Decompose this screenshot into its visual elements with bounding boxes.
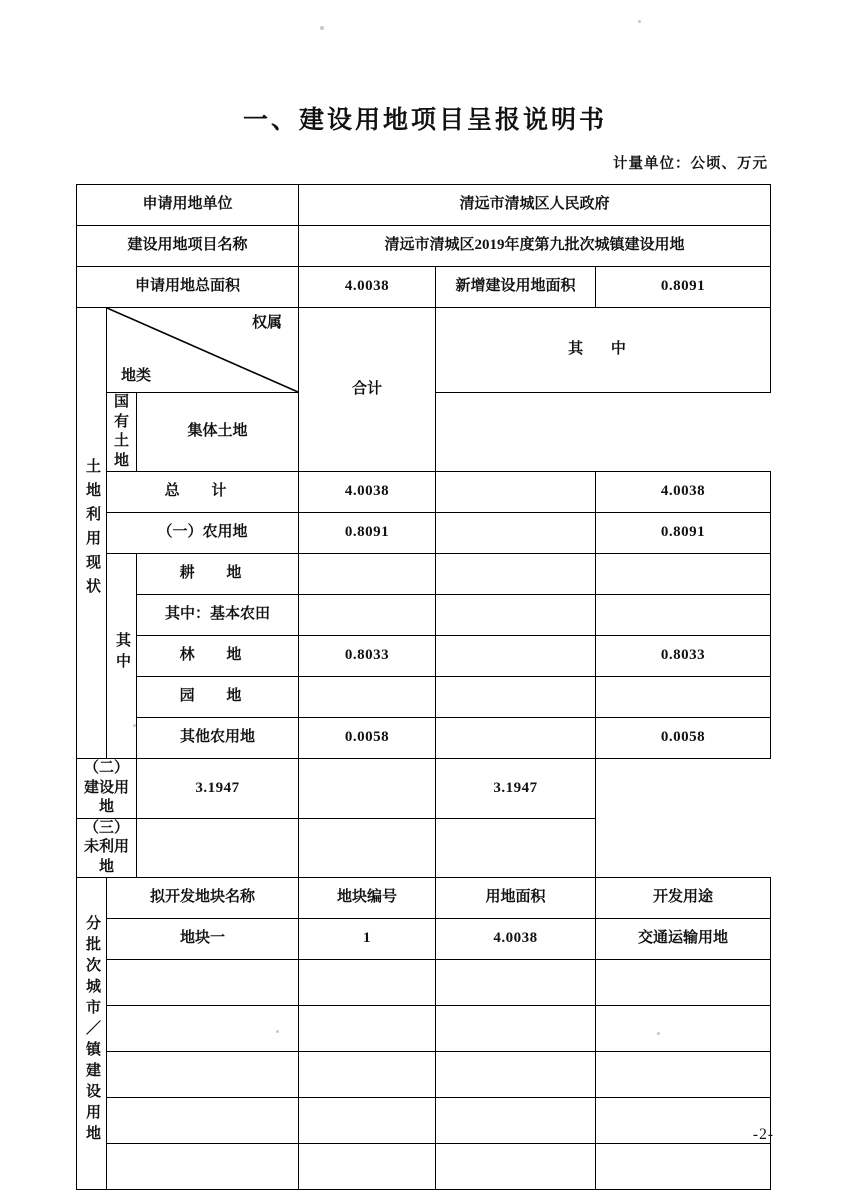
parcel-no: [299, 960, 436, 1006]
measurement-unit-note: 计量单位：公顷、万元: [613, 156, 768, 172]
section-label-batch-urban-town-construction-land: [77, 878, 107, 1190]
table-row-construction-land: [77, 759, 771, 819]
row-label-other-agricultural-land: 其他农用地: [137, 718, 299, 759]
column-header-parcel-purpose: 开发用途: [596, 878, 771, 919]
forest-land-state-owned: [436, 636, 596, 677]
parcel-no: [299, 1006, 436, 1052]
diagonal-header-ownership: 权属: [252, 315, 283, 331]
parcel-area: [436, 1098, 596, 1144]
garden-land-total: [299, 677, 436, 718]
row-label-cultivated-land: 耕 地: [137, 554, 299, 595]
table-row-column-headers: [77, 308, 771, 393]
table-row-applicant: [77, 185, 771, 226]
parcel-name: [107, 1144, 299, 1190]
parcel-no: 1: [299, 919, 436, 960]
parcel-area: [436, 960, 596, 1006]
column-header-parcel-name: 拟开发地块名称: [107, 878, 299, 919]
table-row-grand-total: [77, 472, 771, 513]
parcel-purpose: [596, 1098, 771, 1144]
column-header-collective: 集体土地: [137, 393, 299, 472]
project-name-value: 清远市清城区2019年度第九批次城镇建设用地: [299, 226, 771, 267]
applicant-label: 申请用地单位: [77, 185, 299, 226]
land-use-form: [76, 184, 770, 1190]
parcel-name: [107, 1052, 299, 1098]
agricultural-land-total: 0.8091: [299, 513, 436, 554]
unused-land-state-owned: [299, 818, 436, 878]
parcel-area: [436, 1006, 596, 1052]
row-label-agricultural-land: （一）农用地: [107, 513, 299, 554]
table-row-agricultural-land: [77, 513, 771, 554]
forest-land-total: 0.8033: [299, 636, 436, 677]
table-row-parcel: [77, 960, 771, 1006]
row-label-unused-land: （三）未利用地: [77, 818, 137, 878]
garden-land-state-owned: [436, 677, 596, 718]
cultivated-land-collective: [596, 554, 771, 595]
parcel-no: [299, 1098, 436, 1144]
table-row-parcel-headers: [77, 878, 771, 919]
table-row-basic-farmland: [77, 595, 771, 636]
parcel-area: 4.0038: [436, 919, 596, 960]
column-header-group: 其 中: [436, 308, 771, 393]
column-header-parcel-no: 地块编号: [299, 878, 436, 919]
parcel-name: [107, 960, 299, 1006]
page-title: 一、建设用地项目呈报说明书: [242, 107, 607, 134]
column-header-total: 合计: [299, 308, 436, 472]
grand-total-state-owned: [436, 472, 596, 513]
new-construction-area-label: 新增建设用地面积: [436, 267, 596, 308]
other-agricultural-land-total: 0.0058: [299, 718, 436, 759]
grand-total-collective: 4.0038: [596, 472, 771, 513]
table-row-parcel: [77, 1006, 771, 1052]
table-row-other-agricultural-land: [77, 718, 771, 759]
table-row-total-area: [77, 267, 771, 308]
section-label-batch-urban-town-construction-land-text: 分批次城市／镇建设用地: [84, 914, 100, 1146]
cultivated-land-state-owned: [436, 554, 596, 595]
parcel-name: [107, 1098, 299, 1144]
cultivated-land-total: [299, 554, 436, 595]
column-header-parcel-area: 用地面积: [436, 878, 596, 919]
nested-section-label-of-which: [107, 554, 137, 759]
table-row-garden-land: [77, 677, 771, 718]
table-row-parcel: [77, 1052, 771, 1098]
parcel-purpose: [596, 960, 771, 1006]
agricultural-land-state-owned: [436, 513, 596, 554]
nested-section-label-of-which-text: 其中: [114, 631, 130, 674]
table-row-parcel: [77, 919, 771, 960]
parcel-purpose: [596, 1006, 771, 1052]
table-row-cultivated-land: [77, 554, 771, 595]
parcel-no: [299, 1144, 436, 1190]
row-label-basic-farmland: 其中：基本农田: [137, 595, 299, 636]
table-row-project-name: [77, 226, 771, 267]
basic-farmland-total: [299, 595, 436, 636]
parcel-area: [436, 1052, 596, 1098]
parcel-purpose: [596, 1052, 771, 1098]
grand-total-total: 4.0038: [299, 472, 436, 513]
basic-farmland-state-owned: [436, 595, 596, 636]
unused-land-total: [137, 818, 299, 878]
total-area-label: 申请用地总面积: [77, 267, 299, 308]
table-row-forest-land: [77, 636, 771, 677]
construction-land-total: 3.1947: [137, 759, 299, 819]
column-header-state-owned: 国有土地: [107, 393, 137, 472]
parcel-purpose: 交通运输用地: [596, 919, 771, 960]
parcel-name: [107, 1006, 299, 1052]
construction-land-state-owned: [299, 759, 436, 819]
applicant-value: 清远市清城区人民政府: [299, 185, 771, 226]
parcel-no: [299, 1052, 436, 1098]
other-agricultural-land-collective: 0.0058: [596, 718, 771, 759]
section-label-land-use-status-text: 土地利用现状: [84, 457, 100, 602]
row-label-forest-land: 林 地: [137, 636, 299, 677]
section-label-land-use-status: [77, 308, 107, 759]
form-table: [76, 184, 771, 1190]
unused-land-collective: [436, 818, 596, 878]
parcel-name: 地块一: [107, 919, 299, 960]
garden-land-collective: [596, 677, 771, 718]
page-number: -2-: [752, 1126, 774, 1143]
row-label-construction-land: （二）建设用地: [77, 759, 137, 819]
row-label-garden-land: 园 地: [137, 677, 299, 718]
table-row-unused-land: [77, 818, 771, 878]
basic-farmland-collective: [596, 595, 771, 636]
construction-land-collective: 3.1947: [436, 759, 596, 819]
table-row-parcel: [77, 1144, 771, 1190]
project-name-label: 建设用地项目名称: [77, 226, 299, 267]
parcel-area: [436, 1144, 596, 1190]
table-row-parcel: [77, 1098, 771, 1144]
diagonal-header-cell: [107, 308, 299, 393]
row-label-grand-total: 总 计: [107, 472, 299, 513]
total-area-value: 4.0038: [299, 267, 436, 308]
other-agricultural-land-state-owned: [436, 718, 596, 759]
parcel-purpose: [596, 1144, 771, 1190]
agricultural-land-collective: 0.8091: [596, 513, 771, 554]
new-construction-area-value: 0.8091: [596, 267, 771, 308]
diagonal-header-landtype: 地类: [121, 367, 152, 384]
forest-land-collective: 0.8033: [596, 636, 771, 677]
